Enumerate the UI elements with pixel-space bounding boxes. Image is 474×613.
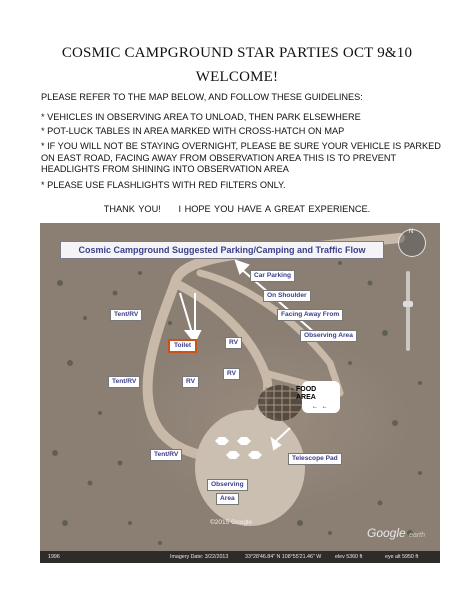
food-area-arrows: ← ← <box>312 404 329 410</box>
intro-text: PLEASE REFER TO THE MAP BELOW, AND FOLLOW THESE GUIDELINES: <box>41 92 363 102</box>
guideline-item: * VEHICLES IN OBSERVING AREA TO UNLOAD, THEN PARK ELSEWHERE <box>41 112 361 122</box>
label-observing: Observing <box>207 479 248 491</box>
status-year: 1996 <box>48 554 60 560</box>
status-coordinates: 33°28'46.84" N 108°55'21.46" W <box>245 554 322 560</box>
campground-map <box>40 223 440 563</box>
status-imagery-date: Imagery Date: 3/22/2013 <box>170 554 229 560</box>
label-rv: RV <box>225 337 242 349</box>
status-elevation: elev 5360 ft <box>335 554 363 560</box>
label-toilet: Toilet <box>168 339 197 353</box>
label-tent-rv: Tent/RV <box>150 449 182 461</box>
status-eye-alt: eye alt 5950 ft <box>385 554 419 560</box>
label-facing-away: Facing Away From <box>277 309 343 321</box>
label-tent-rv: Tent/RV <box>108 376 140 388</box>
logo-text: Google <box>367 526 406 540</box>
guideline-item: * POT-LUCK TABLES IN AREA MARKED WITH CROSS-HATCH ON MAP <box>41 126 345 136</box>
food-label-line1: FOOD <box>296 386 317 393</box>
thank-you-text: THANK YOU! <box>103 204 161 214</box>
thanks-line <box>0 204 474 214</box>
zoom-slider[interactable] <box>406 271 410 351</box>
welcome-heading: WELCOME! <box>195 69 279 85</box>
map-banner: Cosmic Campground Suggested Parking/Camping and Traffic Flow <box>60 241 384 259</box>
guideline-item: * IF YOU WILL NOT BE STAYING OVERNIGHT, PLEASE BE SURE YOUR VEHICLE IS PARKED ON EAST ROAD, FACING AWAY FROM OBSERVATION AREA THIS IS TO PREVENT HEADLIGHTS FROM SHINING INTO OBSERVATION AREA <box>41 141 441 175</box>
map-terrain <box>40 223 440 563</box>
label-area: Area <box>216 493 239 505</box>
experience-text: I HOPE YOU HAVE A GREAT EXPERIENCE. <box>178 204 371 214</box>
google-earth-logo <box>367 526 425 540</box>
label-telescope-pad: Telescope Pad <box>288 453 342 465</box>
observing-pad <box>195 410 305 526</box>
label-on-shoulder: On Shoulder <box>263 290 311 302</box>
food-area-label <box>296 386 316 402</box>
guideline-item: * PLEASE USE FLASHLIGHTS WITH RED FILTERS ONLY. <box>41 180 286 190</box>
label-car-parking: Car Parking <box>250 270 295 282</box>
logo-sub: earth <box>409 532 426 539</box>
label-observing-area: Observing Area <box>300 330 357 342</box>
label-tent-rv: Tent/RV <box>110 309 142 321</box>
map-status-bar <box>40 551 440 563</box>
page-title: COSMIC CAMPGROUND STAR PARTIES OCT 9&10 <box>61 45 413 61</box>
compass-icon[interactable]: N <box>398 229 426 257</box>
food-label-line2: AREA <box>296 394 316 401</box>
map-copyright: ©2015 Google <box>210 519 253 526</box>
label-rv: RV <box>182 376 199 388</box>
label-rv: RV <box>223 368 240 380</box>
zoom-knob[interactable] <box>403 301 413 307</box>
